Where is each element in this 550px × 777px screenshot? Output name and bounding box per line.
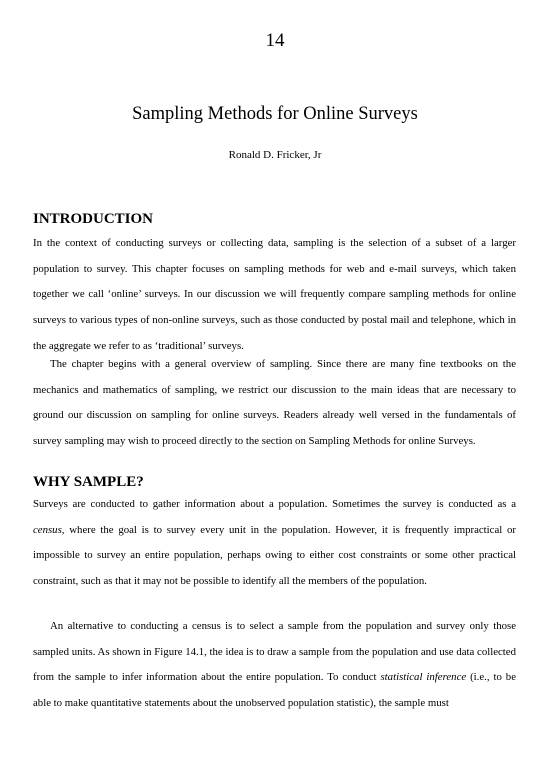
section-heading-introduction: INTRODUCTION (33, 211, 154, 227)
text-run: (i.e., to be able to make quantitative statements about the unobserved population statistic), the sample must (33, 671, 517, 710)
chapter-author: Ronald D. Fricker, Jr (228, 149, 322, 161)
intro-paragraph-1: In the context of conducting surveys or collecting data, sampling is the selection of a subset of a larger population to survey. This chapter focuses on sampling methods for web and e-mail surveys, which taken together we call ‘online’ surveys. In our discussion we will frequently compare sampling methods for online surveys to various types of non-online surveys, such as those conducted by postal mail and telephone, which in the aggregate we refer to as ‘traditional’ surveys. (33, 237, 516, 352)
intro-paragraph-2: The chapter begins with a general overview of sampling. Since there are many fine textbooks on the mechanics and mathematics of sampling, we restrict our discussion to the main ideas that are necessary to ground our discussion on sampling for online surveys. Readers already well versed in the fundamentals of survey sampling may wish to proceed directly to the section on Sampling Methods for online Surveys. (33, 358, 516, 448)
chapter-number: 14 (265, 30, 285, 51)
text-run: An alternative to conducting a census is to select a sample from the population and survey only those sampled units. As shown in Figure 14.1, the idea is to draw a sample from the population and use data collected from the sample to infer information about the entire population. To conduct (33, 620, 516, 684)
term-census: census (33, 523, 62, 536)
why-sample-paragraph-2 (33, 614, 516, 717)
text-run: Surveys are conducted to gather information about a population. Sometimes the survey is conducted as a (33, 498, 516, 510)
chapter-title: Sampling Methods for Online Surveys (132, 104, 418, 124)
text-run: , where the goal is to survey every unit in the population. However, it is frequently impractical or impossible to survey an entire population, perhaps owing to either cost constraints or some other practical constraint, such as that it may not be possible to identify all the members of the population. (33, 523, 516, 588)
term-statistical-inference: statistical inference (380, 671, 467, 684)
section-heading-why-sample: WHY SAMPLE? (33, 474, 144, 490)
why-sample-paragraph-1 (33, 492, 516, 595)
